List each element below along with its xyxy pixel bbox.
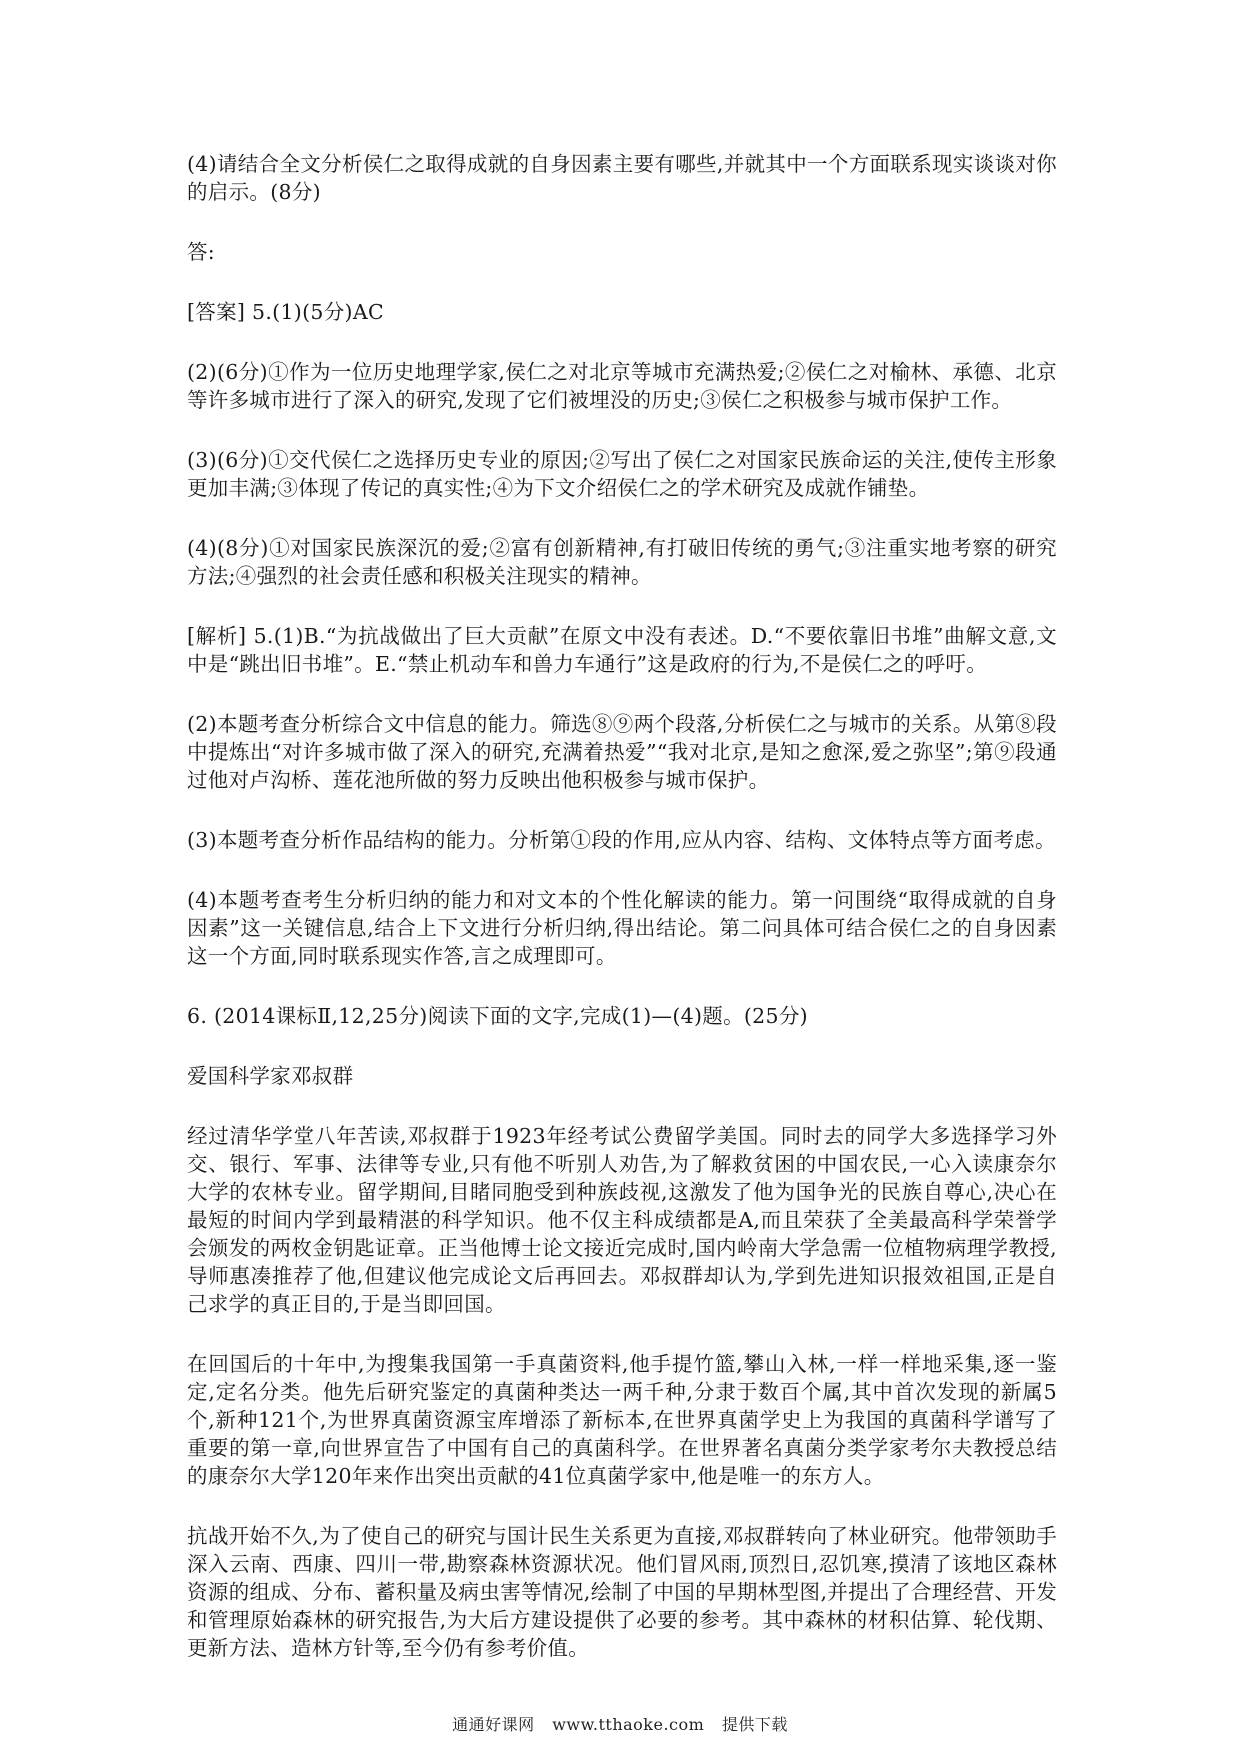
analysis-part-4: (4)本题考查考生分析归纳的能力和对文本的个性化解读的能力。第一问围绕“取得成就的自身因素”这一关键信息,结合上下文进行分析归纳,得出结论。第二问具体可结合侯仁之的自身因素这一个方面,同时联系现实作答,言之成理即可。: [187, 888, 1057, 968]
article-paragraph-2: 在回国后的十年中,为搜集我国第一手真菌资料,他手提竹篮,攀山入林,一样一样地采集,逐一鉴定,定名分类。他先后研究鉴定的真菌种类达一两千种,分隶于数百个属,其中首次发现的新属5个,新种121个,为世界真菌资源宝库增添了新标本,在世界真菌学史上为我国的真菌科学谱写了重要的第一章,向世界宣告了中国有自己的真菌科学。在世界著名真菌分类学家考尔夫教授总结的康奈尔大学120年来作出突出贡献的41位真菌学家中,他是唯一的东方人。: [187, 1352, 1057, 1488]
article-paragraph-3: 抗战开始不久,为了使自己的研究与国计民生关系更为直接,邓叔群转向了林业研究。他带领助手深入云南、西康、四川一带,勘察森林资源状况。他们冒风雨,顶烈日,忍饥寒,摸清了该地区森林资源的组成、分布、蓄积量及病虫害等情况,绘制了中国的早期林型图,并提出了合理经营、开发和管理原始森林的研究报告,为大后方建设提供了必要的参考。其中森林的材积估算、轮伐期、更新方法、造林方针等,至今仍有参考价值。: [187, 1524, 1057, 1660]
question-6-intro: 6. (2014课标Ⅱ,12,25分)阅读下面的文字,完成(1)—(4)题。(25分): [187, 1004, 808, 1028]
article-title: 爱国科学家邓叔群: [187, 1064, 354, 1088]
footer-site-name: 通通好课网: [452, 1715, 535, 1734]
question-4-text: (4)请结合全文分析侯仁之取得成就的自身因素主要有哪些,并就其中一个方面联系现实谈谈对你的启示。(8分): [187, 152, 1057, 204]
analysis-part-1: [解析] 5.(1)B.“为抗战做出了巨大贡献”在原文中没有表述。D.“不要依靠旧书堆”曲解文意,文中是“跳出旧书堆”。E.“禁止机动车和兽力车通行”这是政府的行为,不是侯仁之的呼吁。: [187, 624, 1057, 676]
answer-part-3: (3)(6分)①交代侯仁之选择历史专业的原因;②写出了侯仁之对国家民族命运的关注,使传主形象更加丰满;③体现了传记的真实性;④为下文介绍侯仁之的学术研究及成就作铺垫。: [187, 448, 1057, 500]
document-body: [187, 150, 1057, 1662]
answer-part-2: (2)(6分)①作为一位历史地理学家,侯仁之对北京等城市充满热爱;②侯仁之对榆林、承德、北京等许多城市进行了深入的研究,发现了它们被埋没的历史;③侯仁之积极参与城市保护工作。: [187, 360, 1057, 412]
analysis-part-3: (3)本题考查分析作品结构的能力。分析第①段的作用,应从内容、结构、文体特点等方面考虑。: [187, 828, 1056, 852]
answer-label: 答:: [187, 240, 216, 264]
article-paragraph-1: 经过清华学堂八年苦读,邓叔群于1923年经考试公费留学美国。同时去的同学大多选择学习外交、银行、军事、法律等专业,只有他不听别人劝告,为了解救贫困的中国农民,一心入读康奈尔大学的农林专业。留学期间,目睹同胞受到种族歧视,这激发了他为国争光的民族自尊心,决心在最短的时间内学到最精湛的科学知识。他不仅主科成绩都是A,而且荣获了全美最高科学荣誉学会颁发的两枚金钥匙证章。正当他博士论文接近完成时,国内岭南大学急需一位植物病理学教授,导师惠凑推荐了他,但建议他完成论文后再回去。邓叔群却认为,学到先进知识报效祖国,正是自己求学的真正目的,于是当即回国。: [187, 1124, 1057, 1316]
footer-note: 提供下载: [721, 1715, 788, 1734]
analysis-part-2: (2)本题考查分析综合文中信息的能力。筛选⑧⑨两个段落,分析侯仁之与城市的关系。从第⑧段中提炼出“对许多城市做了深入的研究,充满着热爱”“我对北京,是知之愈深,爱之弥坚”;第⑨段通过他对卢沟桥、莲花池所做的努力反映出他积极参与城市保护。: [187, 712, 1057, 792]
page-footer: [0, 1712, 1240, 1735]
answer-part-4: (4)(8分)①对国家民族深沉的爱;②富有创新精神,有打破旧传统的勇气;③注重实地考察的研究方法;④强烈的社会责任感和积极关注现实的精神。: [187, 536, 1057, 588]
answer-heading: [答案] 5.(1)(5分)AC: [187, 300, 384, 324]
footer-url[interactable]: www.tthaoke.com: [552, 1715, 705, 1734]
